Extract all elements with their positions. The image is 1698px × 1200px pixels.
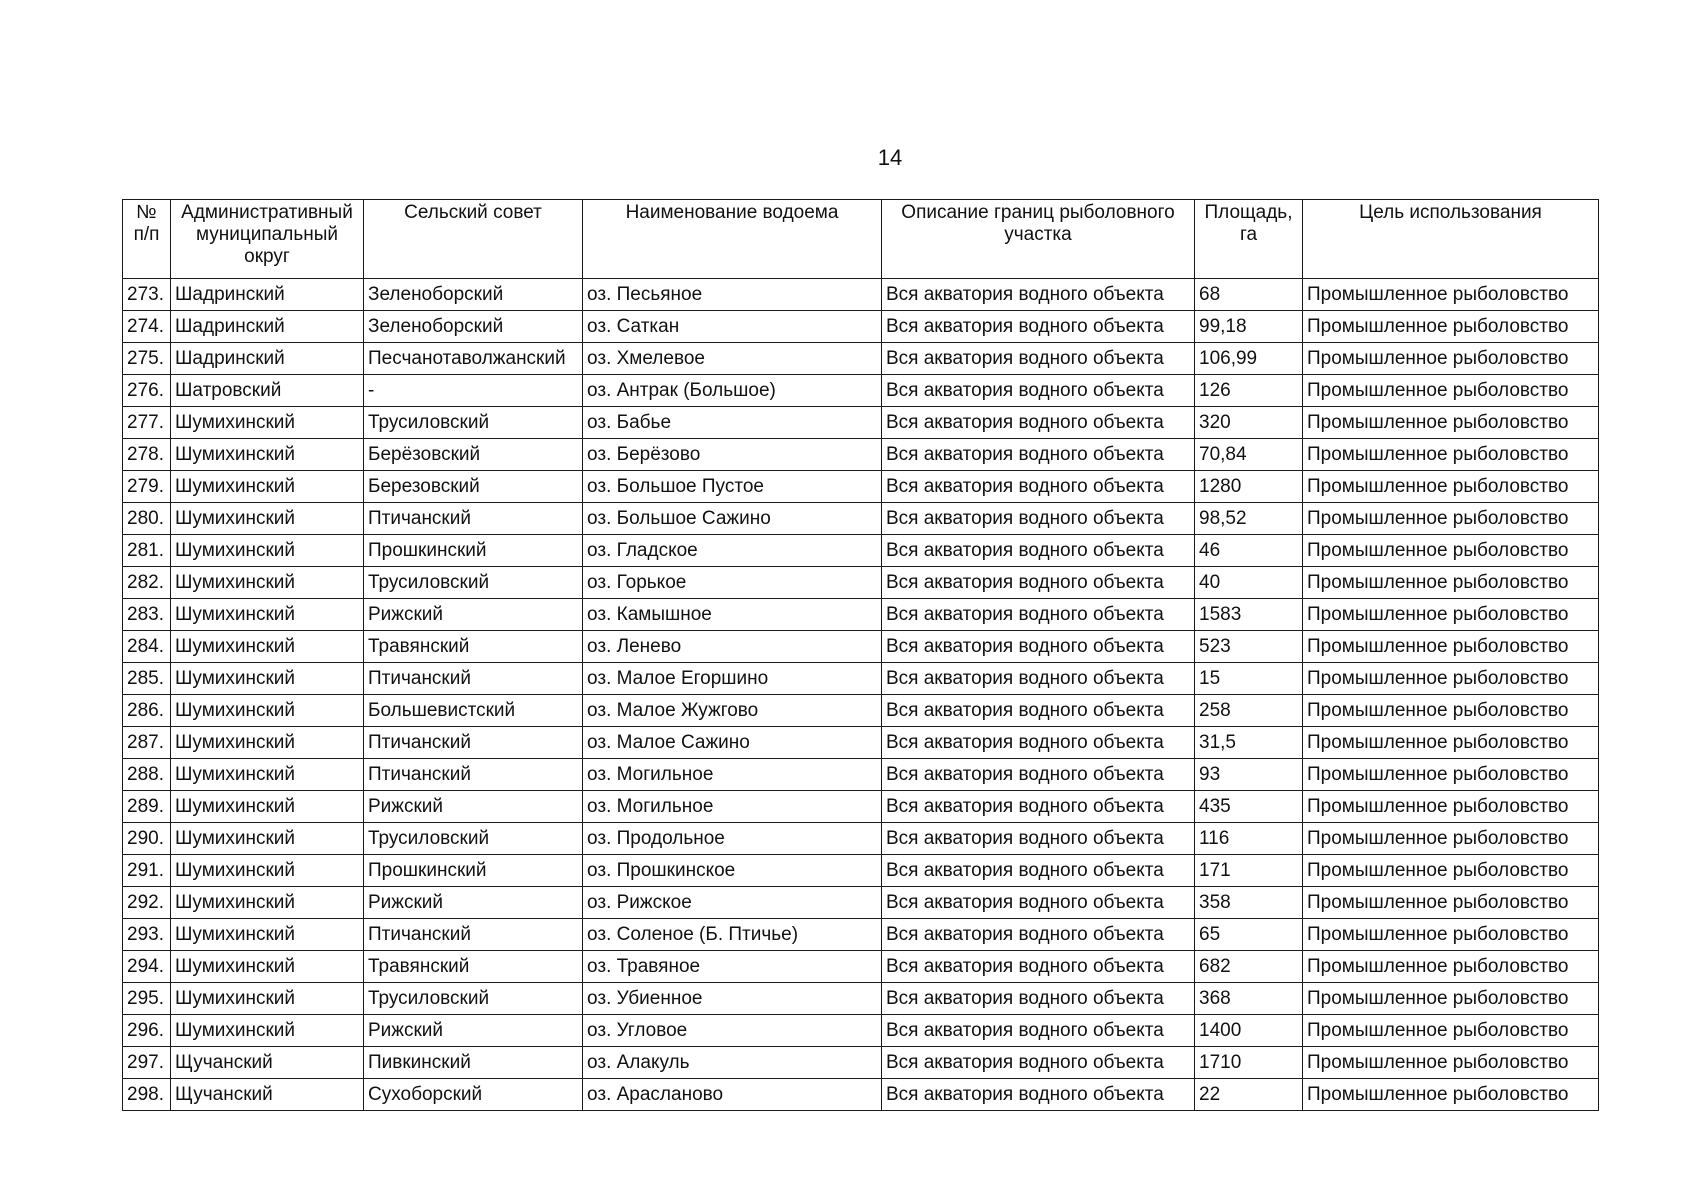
cell-area: 98,52 xyxy=(1195,503,1303,535)
cell-district: Шумихинский xyxy=(171,695,364,727)
cell-area: 106,99 xyxy=(1195,343,1303,375)
cell-boundaries: Вся акватория водного объекта xyxy=(882,1079,1195,1111)
cell-area: 31,5 xyxy=(1195,727,1303,759)
table-row xyxy=(123,311,1599,343)
cell-council: Прошкинский xyxy=(364,535,583,567)
table-row xyxy=(123,983,1599,1015)
cell-council: Березовский xyxy=(364,471,583,503)
cell-water-body: оз. Малое Жужгово xyxy=(583,695,882,727)
cell-num: 275. xyxy=(123,343,171,375)
table-row xyxy=(123,599,1599,631)
cell-water-body: оз. Гладское xyxy=(583,535,882,567)
cell-purpose: Промышленное рыболовство xyxy=(1303,823,1599,855)
cell-district: Шумихинский xyxy=(171,407,364,439)
table-row xyxy=(123,471,1599,503)
cell-district: Шумихинский xyxy=(171,983,364,1015)
cell-boundaries: Вся акватория водного объекта xyxy=(882,951,1195,983)
cell-boundaries: Вся акватория водного объекта xyxy=(882,919,1195,951)
cell-water-body: оз. Горькое xyxy=(583,567,882,599)
cell-area: 15 xyxy=(1195,663,1303,695)
cell-district: Щучанский xyxy=(171,1047,364,1079)
cell-water-body: оз. Хмелевое xyxy=(583,343,882,375)
cell-council: Трусиловский xyxy=(364,407,583,439)
cell-purpose: Промышленное рыболовство xyxy=(1303,1079,1599,1111)
cell-council: Песчанотаволжанский xyxy=(364,343,583,375)
header-district: Административный муниципальный округ xyxy=(171,200,364,279)
table-body xyxy=(123,279,1599,1111)
table-row xyxy=(123,567,1599,599)
cell-purpose: Промышленное рыболовство xyxy=(1303,439,1599,471)
table-row xyxy=(123,375,1599,407)
table-row xyxy=(123,823,1599,855)
fishing-areas-table-container xyxy=(122,199,1598,1111)
table-row xyxy=(123,919,1599,951)
cell-area: 70,84 xyxy=(1195,439,1303,471)
cell-water-body: оз. Соленое (Б. Птичье) xyxy=(583,919,882,951)
cell-purpose: Промышленное рыболовство xyxy=(1303,407,1599,439)
cell-area: 126 xyxy=(1195,375,1303,407)
cell-purpose: Промышленное рыболовство xyxy=(1303,311,1599,343)
cell-area: 22 xyxy=(1195,1079,1303,1111)
cell-water-body: оз. Продольное xyxy=(583,823,882,855)
table-row xyxy=(123,759,1599,791)
cell-water-body: оз. Прошкинское xyxy=(583,855,882,887)
cell-boundaries: Вся акватория водного объекта xyxy=(882,887,1195,919)
cell-purpose: Промышленное рыболовство xyxy=(1303,567,1599,599)
cell-area: 1280 xyxy=(1195,471,1303,503)
cell-num: 278. xyxy=(123,439,171,471)
table-row xyxy=(123,791,1599,823)
table-row xyxy=(123,1047,1599,1079)
cell-council: Берёзовский xyxy=(364,439,583,471)
cell-district: Шумихинский xyxy=(171,471,364,503)
cell-purpose: Промышленное рыболовство xyxy=(1303,695,1599,727)
cell-purpose: Промышленное рыболовство xyxy=(1303,375,1599,407)
cell-area: 68 xyxy=(1195,279,1303,311)
cell-boundaries: Вся акватория водного объекта xyxy=(882,279,1195,311)
cell-area: 258 xyxy=(1195,695,1303,727)
cell-district: Шумихинский xyxy=(171,631,364,663)
cell-water-body: оз. Травяное xyxy=(583,951,882,983)
cell-boundaries: Вся акватория водного объекта xyxy=(882,343,1195,375)
cell-district: Шумихинский xyxy=(171,599,364,631)
table-row xyxy=(123,279,1599,311)
table-row xyxy=(123,887,1599,919)
cell-council: Птичанский xyxy=(364,503,583,535)
cell-boundaries: Вся акватория водного объекта xyxy=(882,1015,1195,1047)
cell-boundaries: Вся акватория водного объекта xyxy=(882,503,1195,535)
cell-water-body: оз. Антрак (Большое) xyxy=(583,375,882,407)
cell-water-body: оз. Большое Сажино xyxy=(583,503,882,535)
cell-district: Шумихинский xyxy=(171,855,364,887)
cell-purpose: Промышленное рыболовство xyxy=(1303,759,1599,791)
cell-boundaries: Вся акватория водного объекта xyxy=(882,663,1195,695)
cell-council: Трусиловский xyxy=(364,983,583,1015)
cell-boundaries: Вся акватория водного объекта xyxy=(882,695,1195,727)
table-header xyxy=(123,200,1599,279)
table-row xyxy=(123,695,1599,727)
page-number: 14 xyxy=(877,145,903,170)
cell-area: 358 xyxy=(1195,887,1303,919)
cell-purpose: Промышленное рыболовство xyxy=(1303,663,1599,695)
cell-district: Шумихинский xyxy=(171,823,364,855)
cell-area: 46 xyxy=(1195,535,1303,567)
cell-council: Птичанский xyxy=(364,663,583,695)
cell-num: 284. xyxy=(123,631,171,663)
cell-num: 297. xyxy=(123,1047,171,1079)
cell-area: 65 xyxy=(1195,919,1303,951)
cell-num: 276. xyxy=(123,375,171,407)
cell-district: Шумихинский xyxy=(171,439,364,471)
cell-purpose: Промышленное рыболовство xyxy=(1303,535,1599,567)
cell-boundaries: Вся акватория водного объекта xyxy=(882,407,1195,439)
cell-num: 281. xyxy=(123,535,171,567)
cell-boundaries: Вся акватория водного объекта xyxy=(882,1047,1195,1079)
cell-water-body: оз. Малое Сажино xyxy=(583,727,882,759)
cell-area: 320 xyxy=(1195,407,1303,439)
cell-area: 1400 xyxy=(1195,1015,1303,1047)
cell-area: 171 xyxy=(1195,855,1303,887)
cell-num: 298. xyxy=(123,1079,171,1111)
cell-purpose: Промышленное рыболовство xyxy=(1303,855,1599,887)
header-row xyxy=(123,200,1599,279)
cell-num: 282. xyxy=(123,567,171,599)
cell-purpose: Промышленное рыболовство xyxy=(1303,1015,1599,1047)
cell-water-body: оз. Ленево xyxy=(583,631,882,663)
cell-district: Шумихинский xyxy=(171,1015,364,1047)
cell-water-body: оз. Убиенное xyxy=(583,983,882,1015)
cell-district: Шумихинский xyxy=(171,951,364,983)
cell-num: 287. xyxy=(123,727,171,759)
cell-district: Шадринский xyxy=(171,343,364,375)
cell-water-body: оз. Берёзово xyxy=(583,439,882,471)
cell-num: 285. xyxy=(123,663,171,695)
cell-boundaries: Вся акватория водного объекта xyxy=(882,375,1195,407)
cell-water-body: оз. Камышное xyxy=(583,599,882,631)
cell-district: Шумихинский xyxy=(171,727,364,759)
cell-area: 99,18 xyxy=(1195,311,1303,343)
cell-council: - xyxy=(364,375,583,407)
table-row xyxy=(123,343,1599,375)
cell-purpose: Промышленное рыболовство xyxy=(1303,503,1599,535)
cell-num: 279. xyxy=(123,471,171,503)
cell-area: 523 xyxy=(1195,631,1303,663)
cell-purpose: Промышленное рыболовство xyxy=(1303,919,1599,951)
cell-water-body: оз. Бабье xyxy=(583,407,882,439)
cell-district: Шумихинский xyxy=(171,567,364,599)
cell-water-body: оз. Могильное xyxy=(583,791,882,823)
cell-district: Шадринский xyxy=(171,279,364,311)
cell-num: 290. xyxy=(123,823,171,855)
table-row xyxy=(123,407,1599,439)
header-water-body: Наименование водоема xyxy=(583,200,882,279)
cell-num: 296. xyxy=(123,1015,171,1047)
cell-council: Зеленоборский xyxy=(364,279,583,311)
cell-water-body: оз. Малое Егоршино xyxy=(583,663,882,695)
cell-purpose: Промышленное рыболовство xyxy=(1303,983,1599,1015)
cell-area: 435 xyxy=(1195,791,1303,823)
cell-boundaries: Вся акватория водного объекта xyxy=(882,631,1195,663)
header-boundaries: Описание границ рыболовного участка xyxy=(882,200,1195,279)
cell-water-body: оз. Арасланово xyxy=(583,1079,882,1111)
cell-purpose: Промышленное рыболовство xyxy=(1303,343,1599,375)
header-area: Площадь, га xyxy=(1195,200,1303,279)
cell-district: Шумихинский xyxy=(171,919,364,951)
table-row xyxy=(123,439,1599,471)
cell-council: Трусиловский xyxy=(364,823,583,855)
table-row xyxy=(123,503,1599,535)
cell-water-body: оз. Алакуль xyxy=(583,1047,882,1079)
cell-boundaries: Вся акватория водного объекта xyxy=(882,727,1195,759)
cell-boundaries: Вся акватория водного объекта xyxy=(882,535,1195,567)
cell-purpose: Промышленное рыболовство xyxy=(1303,471,1599,503)
cell-area: 682 xyxy=(1195,951,1303,983)
cell-boundaries: Вся акватория водного объекта xyxy=(882,471,1195,503)
cell-num: 277. xyxy=(123,407,171,439)
cell-water-body: оз. Песьяное xyxy=(583,279,882,311)
cell-num: 294. xyxy=(123,951,171,983)
cell-district: Шумихинский xyxy=(171,663,364,695)
cell-num: 295. xyxy=(123,983,171,1015)
cell-boundaries: Вся акватория водного объекта xyxy=(882,791,1195,823)
cell-council: Птичанский xyxy=(364,727,583,759)
cell-council: Пивкинский xyxy=(364,1047,583,1079)
cell-council: Рижский xyxy=(364,1015,583,1047)
table-row xyxy=(123,1015,1599,1047)
cell-purpose: Промышленное рыболовство xyxy=(1303,727,1599,759)
table-row xyxy=(123,1079,1599,1111)
cell-num: 274. xyxy=(123,311,171,343)
cell-num: 293. xyxy=(123,919,171,951)
cell-water-body: оз. Угловое xyxy=(583,1015,882,1047)
cell-area: 1710 xyxy=(1195,1047,1303,1079)
cell-boundaries: Вся акватория водного объекта xyxy=(882,823,1195,855)
cell-purpose: Промышленное рыболовство xyxy=(1303,791,1599,823)
header-num: № п/п xyxy=(123,200,171,279)
cell-council: Трусиловский xyxy=(364,567,583,599)
cell-district: Шумихинский xyxy=(171,759,364,791)
cell-council: Травянский xyxy=(364,951,583,983)
cell-council: Большевистский xyxy=(364,695,583,727)
cell-water-body: оз. Рижское xyxy=(583,887,882,919)
cell-num: 280. xyxy=(123,503,171,535)
cell-num: 283. xyxy=(123,599,171,631)
cell-water-body: оз. Большое Пустое xyxy=(583,471,882,503)
cell-purpose: Промышленное рыболовство xyxy=(1303,1047,1599,1079)
cell-area: 93 xyxy=(1195,759,1303,791)
cell-district: Шумихинский xyxy=(171,535,364,567)
cell-council: Прошкинский xyxy=(364,855,583,887)
cell-area: 40 xyxy=(1195,567,1303,599)
table-row xyxy=(123,951,1599,983)
cell-purpose: Промышленное рыболовство xyxy=(1303,951,1599,983)
cell-boundaries: Вся акватория водного объекта xyxy=(882,855,1195,887)
cell-num: 292. xyxy=(123,887,171,919)
cell-boundaries: Вся акватория водного объекта xyxy=(882,599,1195,631)
cell-council: Сухоборский xyxy=(364,1079,583,1111)
cell-council: Зеленоборский xyxy=(364,311,583,343)
cell-boundaries: Вся акватория водного объекта xyxy=(882,759,1195,791)
cell-council: Рижский xyxy=(364,599,583,631)
fishing-areas-table xyxy=(122,199,1599,1111)
cell-boundaries: Вся акватория водного объекта xyxy=(882,439,1195,471)
cell-council: Травянский xyxy=(364,631,583,663)
cell-num: 288. xyxy=(123,759,171,791)
cell-boundaries: Вся акватория водного объекта xyxy=(882,311,1195,343)
table-row xyxy=(123,631,1599,663)
cell-purpose: Промышленное рыболовство xyxy=(1303,279,1599,311)
cell-council: Птичанский xyxy=(364,919,583,951)
cell-district: Шатровский xyxy=(171,375,364,407)
table-row xyxy=(123,727,1599,759)
cell-district: Щучанский xyxy=(171,1079,364,1111)
cell-area: 368 xyxy=(1195,983,1303,1015)
cell-council: Рижский xyxy=(364,887,583,919)
table-row xyxy=(123,663,1599,695)
cell-purpose: Промышленное рыболовство xyxy=(1303,631,1599,663)
cell-num: 286. xyxy=(123,695,171,727)
cell-area: 116 xyxy=(1195,823,1303,855)
cell-district: Шумихинский xyxy=(171,503,364,535)
cell-water-body: оз. Саткан xyxy=(583,311,882,343)
cell-num: 273. xyxy=(123,279,171,311)
cell-purpose: Промышленное рыболовство xyxy=(1303,599,1599,631)
cell-district: Шумихинский xyxy=(171,791,364,823)
cell-district: Шумихинский xyxy=(171,887,364,919)
cell-num: 289. xyxy=(123,791,171,823)
cell-boundaries: Вся акватория водного объекта xyxy=(882,983,1195,1015)
cell-council: Птичанский xyxy=(364,759,583,791)
cell-boundaries: Вся акватория водного объекта xyxy=(882,567,1195,599)
cell-district: Шадринский xyxy=(171,311,364,343)
cell-water-body: оз. Могильное xyxy=(583,759,882,791)
cell-council: Рижский xyxy=(364,791,583,823)
cell-purpose: Промышленное рыболовство xyxy=(1303,887,1599,919)
header-purpose: Цель использования xyxy=(1303,200,1599,279)
table-row xyxy=(123,855,1599,887)
header-council: Сельский совет xyxy=(364,200,583,279)
cell-num: 291. xyxy=(123,855,171,887)
cell-area: 1583 xyxy=(1195,599,1303,631)
table-row xyxy=(123,535,1599,567)
